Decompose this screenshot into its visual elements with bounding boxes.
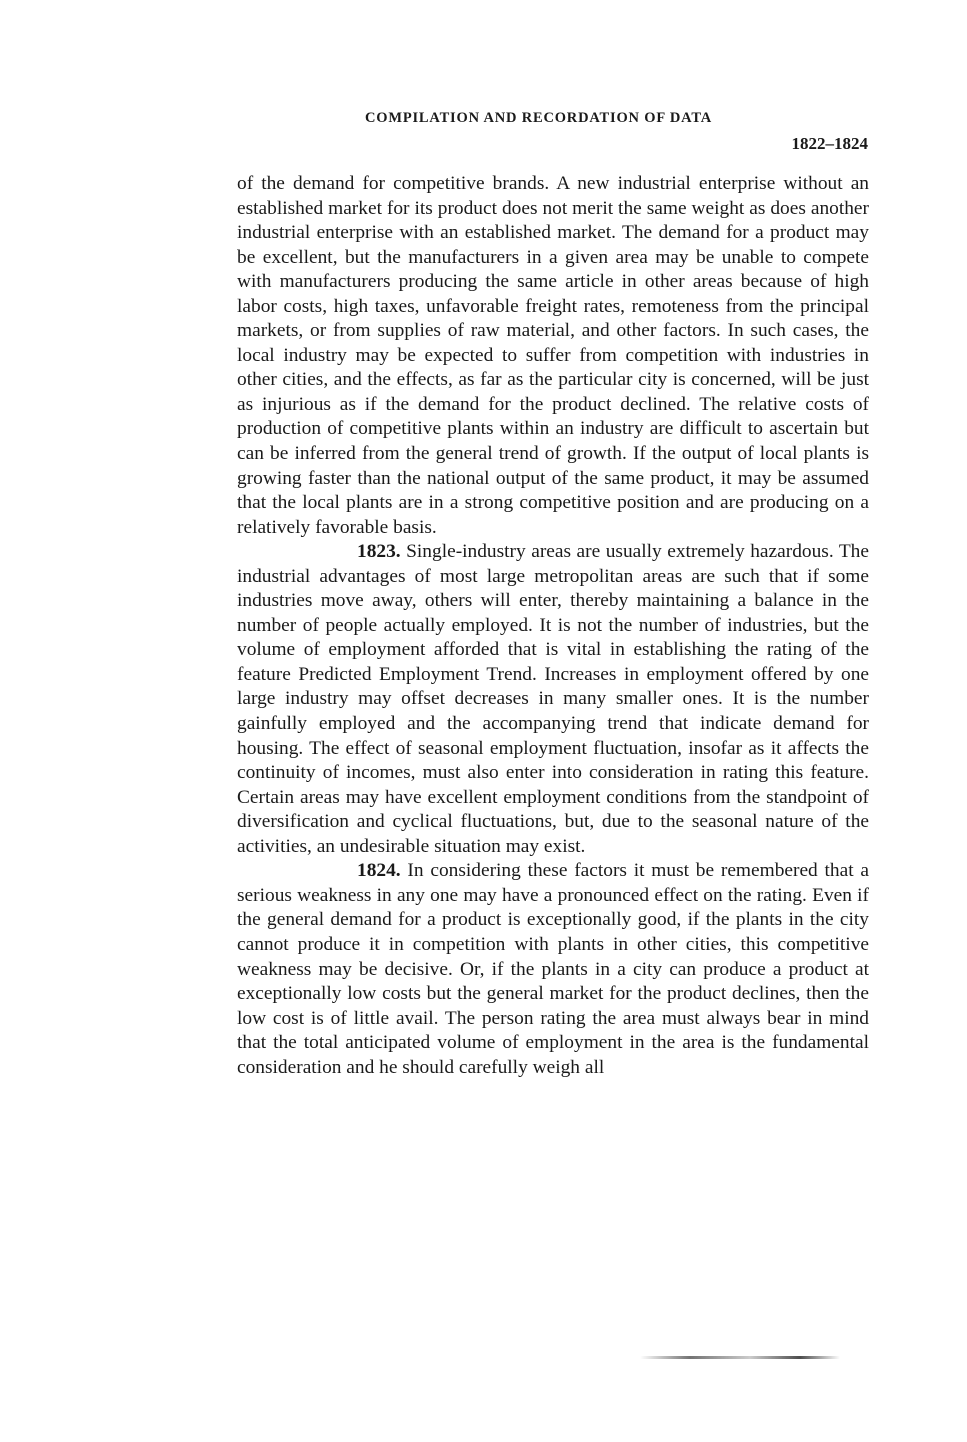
paragraph-number-1823: 1823. — [357, 541, 401, 563]
paragraph-text-1823: Single-industry areas are usually extremely hazardous. The industrial advantages of most large metropolitan areas are such that if some industries move away, others will enter, thereby maintaining a balance in the number of people actually employed. It is not the number of industries, but the volume of employment afforded that is vital in establishing the rating of the feature Predicted Employment Trend. Increases in employment offered by one large industry may offset decreases in many smaller ones. It is the number gainfully employed and the accompanying trend that indicate demand for housing. The effect of seasonal employment fluctuation, insofar as it affects the continuity of incomes, must also enter into consideration in rating this feature. Certain areas may have excellent employment conditions from the standpoint of diversification and cyclical fluctuations, but, due to the seasonal nature of the activities, an undesirable situation may exist. — [237, 541, 869, 857]
paragraph-1824 — [237, 859, 869, 1080]
paragraph-continued: of the demand for competitive brands. A new industrial enterprise without an established market for its product does not merit the same weight as does another industrial enterprise with an established market. The demand for a product may be excellent, but the manufacturers in a given area may be unable to compete with manufacturers producing the same article in other areas because of high labor costs, high taxes, unfavorable freight rates, remoteness from the principal markets, or from supplies of raw material, and other factors. In such cases, the local industry may be expected to suffer from competition with industries in other cities, and the effects, as far as the particular city is concerned, will be just as injurious as if the demand for the product declined. The relative costs of production of competitive plants within an industry are difficult to ascertain but can be inferred from the general trend of growth. If the output of local plants is growing faster than the national output of the same product, it may be assumed that the local plants are in a strong competitive position and are producing on a relatively favorable basis. — [237, 173, 869, 538]
section-range: 1822–1824 — [791, 134, 868, 153]
body-text — [237, 172, 869, 1080]
scan-smudge — [640, 1356, 840, 1359]
paragraph-number-1824: 1824. — [357, 860, 401, 882]
paragraph-text-1824: In considering these factors it must be remembered that a serious weakness in any one may have a pronounced effect on the rating. Even if the general demand for a product is exceptionally good, if the plants in the city cannot produce it in competition with plants in other cities, this competitive weakness may be decisive. Or, if the plants in a city can produce a product at exceptionally low costs but the general market for the product declines, then the low cost is of little avail. The person rating the area must always bear in mind that the total anticipated volume of employment in the area is the fundamental consideration and he should carefully weigh all — [237, 860, 869, 1078]
paragraph-1823 — [237, 540, 869, 859]
running-head: COMPILATION AND RECORDATION OF DATA — [364, 110, 712, 126]
